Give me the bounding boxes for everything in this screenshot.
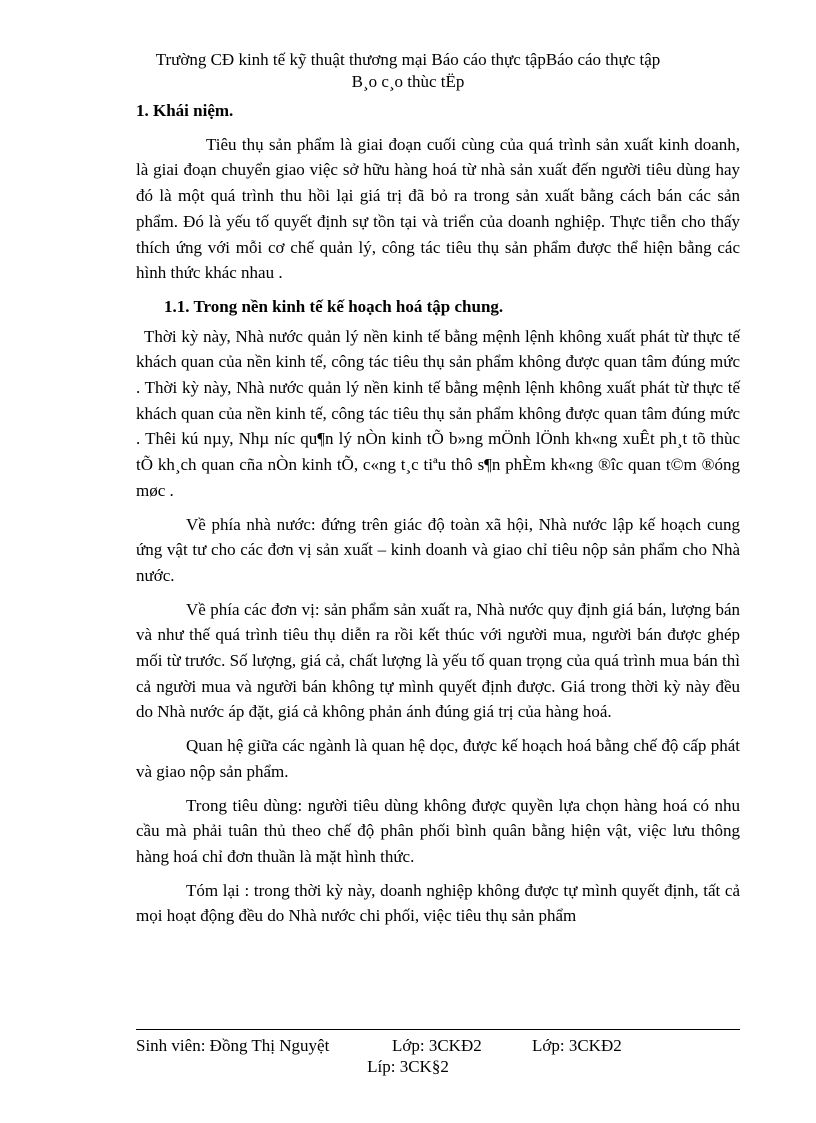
paragraph-consumption: Trong tiêu dùng: người tiêu dùng không được quyền lựa chọn hàng hoá có nhu cầu mà phải tuân thủ theo chế độ phân phối bình quân bằng hiện vật, việc lưu thông hàng hoá chỉ đơn thuần là mặt hình thức. — [136, 795, 740, 866]
paragraph-sector-relations: Quan hệ giữa các ngành là quan hệ dọc, được kế hoạch hoá bằng chế độ cấp phát và giao nộp sản phẩm. — [136, 736, 740, 781]
page-header: Trường CĐ kinh tế kỹ thuật thương mại Báo cáo thực tậpBáo cáo thực tập — [155, 50, 661, 69]
page-header-legacy: B¸o c¸o thùc tËp — [351, 72, 465, 91]
section-heading-1: 1. Khái niệm. — [136, 101, 234, 120]
footer-student-name: Sinh viên: Đồng Thị Nguyệt — [136, 1036, 330, 1055]
footer-class-legacy: Líp: 3CK§2 — [367, 1057, 449, 1076]
paragraph-units-side: Về phía các đơn vị: sản phẩm sản xuất ra, Nhà nước quy định giá bán, lượng bán và như thế quá trình tiêu thụ diễn ra rồi kết thúc với người mua, người bán được ghép mối từ trước. Số lượng, giá cả, chất lượng là yếu tố quan trọng của quá trình mua bán thì cả người mua và người bán không tự mình quyết định được. Giá trong thời kỳ này đều do Nhà nước áp đặt, giá cả không phản ánh đúng giá trị của hàng hoá. — [136, 599, 740, 722]
document-body — [136, 92, 740, 929]
paragraph-definition: Tiêu thụ sản phẩm là giai đoạn cuối cùng của quá trình sản xuất kinh doanh, là giai đoạn chuyển giao việc sở hữu hàng hoá từ nhà sản xuất đến người tiêu dùng hay đó là một quá trình thu hồi lại giá trị đã bỏ ra trong sản xuất bằng cách bán các sản phẩm. Đó là yếu tố quyết định sự tồn tại và triển của doanh nghiệp. Thực tiễn cho thấy thích ứng với mỗi cơ chế quản lý, công tác tiêu thụ sản phẩm được thể hiện bằng các hình thức khác nhau . — [136, 134, 740, 283]
footer-divider — [136, 1029, 740, 1030]
footer-class-duplicate: Lớp: 3CKĐ2 — [532, 1036, 622, 1055]
paragraph-summary: Tóm lại : trong thời kỳ này, doanh nghiệp không được tự mình quyết định, tất cả mọi hoạt động đều do Nhà nước chi phối, việc tiêu thụ sản phẩm — [136, 880, 740, 926]
paragraph-period-overview: Thời kỳ này, Nhà nước quản lý nền kinh tế bằng mệnh lệnh không xuất phát từ thực tế khách quan của nền kinh tế, công tác tiêu thụ sản phẩm không được quan tâm đúng mức . Thời kỳ này, Nhà nước quản lý nền kinh tế bằng mệnh lệnh không xuất phát từ thực tế khách quan của nền kinh tế, công tác tiêu thụ sản phẩm không được quan tâm đúng mức . Thêi kú nµy, Nhµ níc qu¶n lý nÒn kinh tÕ b»ng mÖnh lÖnh kh«ng xuÊt ph¸t tõ thùc tÕ kh¸ch quan cña nÒn kinh tÕ, c«ng t¸c tiªu thô s¶n phÈm kh«ng ®îc quan t©m ®óng møc . — [136, 326, 740, 500]
paragraph-state-side: Về phía nhà nước: đứng trên giác độ toàn xã hội, Nhà nước lập kế hoạch cung ứng vật tư cho các đơn vị sản xuất – kinh doanh và giao chỉ tiêu nộp sản phẩm cho Nhà nước. — [136, 514, 740, 585]
footer-class: Lớp: 3CKĐ2 — [392, 1036, 482, 1055]
section-heading-1-1: 1.1. Trong nền kinh tế kế hoạch hoá tập chung. — [164, 296, 504, 316]
